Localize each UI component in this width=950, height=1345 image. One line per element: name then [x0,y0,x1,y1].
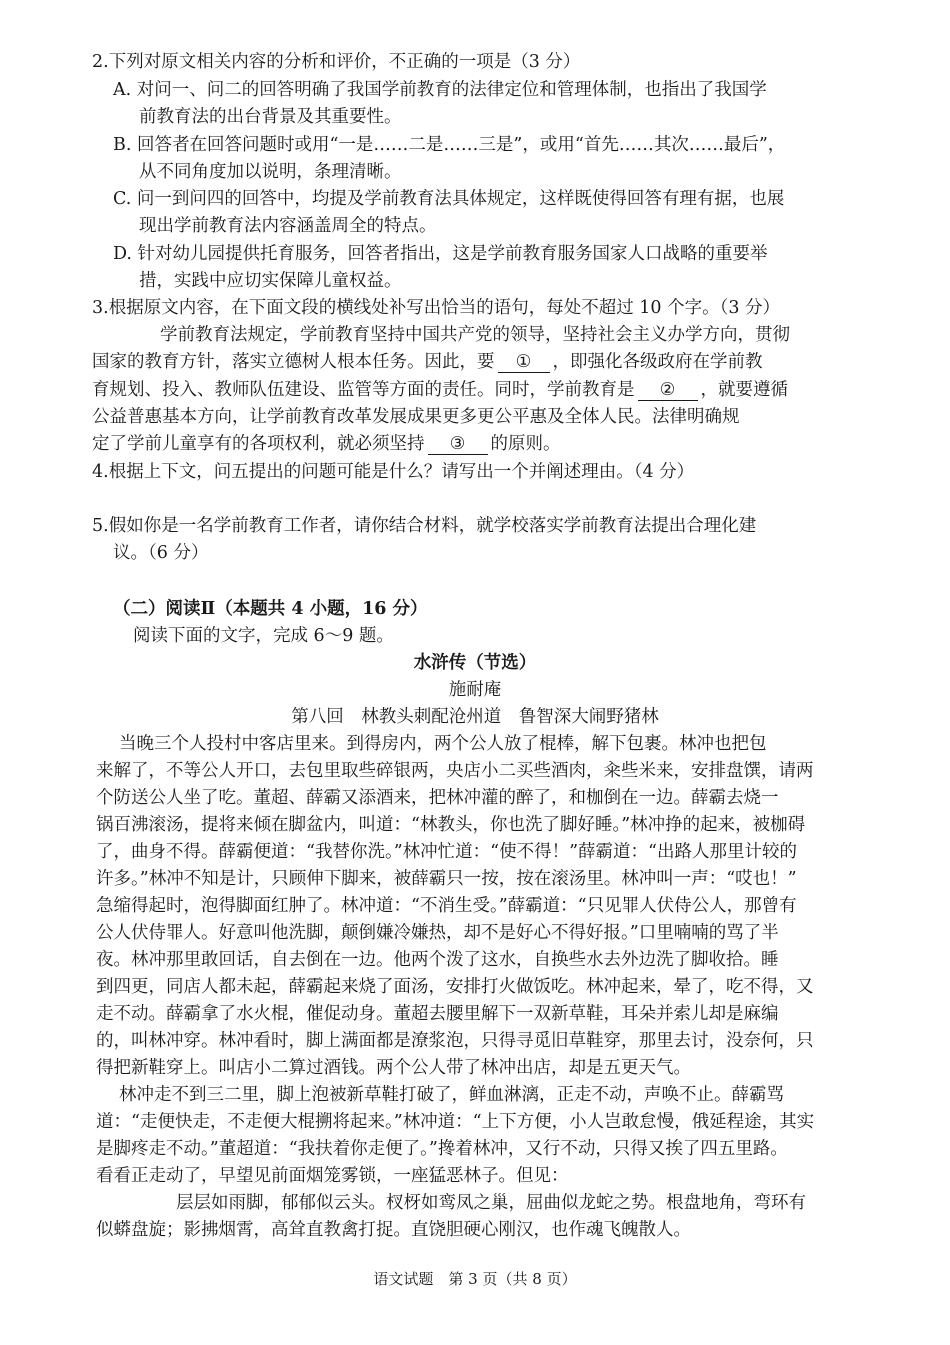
passage-line: 当晚三个人投村中客店里来。到得房内，两个公人放了棍棒，解下包裹。林冲也把包 [119,734,767,754]
q3-passage-line-4: 公益普惠基本方向，让学前教育改革发展成果更多更公平惠及全体人民。法律明确规 [92,407,740,427]
q2-option-b-cont: 从不同角度加以说明，条理清晰。 [139,162,402,182]
passage-line: 道：“走便快走，不走便大棍搠将起来。”林冲道：“上下方便，小人岂敢怠慢，俄延程途，其实 [96,1112,815,1132]
passage-line: 得把新鞋穿上。叫店小二算过酒钱。两个公人带了林冲出店，却是五更天气。 [96,1058,691,1078]
q3-line-3-after: ，就要遵循 [700,380,788,400]
passage-line: 个防送公人坐了吃。董超、薛霸又添酒来，把林冲灌的醉了，和枷倒在一边。薛霸去烧一 [96,788,779,808]
q3-line-3-before: 育规划、投入、教师队伍建设、监管等方面的责任。同时，学前教育是 [92,380,635,400]
passage-line: 来解了，不等公人开口，去包里取些碎银两，央店小二买些酒肉，籴些米来，安排盘馔，请两 [96,761,814,781]
q2-option-a-cont: 前教育法的出台背景及其重要性。 [139,107,402,127]
passage-line: 看看正走动了，早望见前面烟笼雾锁，一座猛恶林子。但见： [96,1166,569,1186]
q3-stem: 3.根据原文内容，在下面文段的横线处补写出恰当的语句，每处不超过 10 个字。（3 分） [92,298,781,318]
q2-option-c: C. 问一到问四的回答中，均提及学前教育法具体规定，这样既使得回答有理有据，也展 [113,189,785,209]
passage-line: 是脚疼走不动。”董超道：“我扶着你走便了。”搀着林冲，又行不动，只得又挨了四五里路。 [96,1139,788,1159]
passage-line: 的，叫林冲穿。林冲看时，脚上满面都是潦浆泡，只得寻觅旧草鞋穿，那里去讨，没奈何，只 [96,1031,814,1051]
q2-option-d: D. 针对幼儿园提供托育服务，回答者指出，这是学前教育服务国家人口战略的重要举 [113,244,768,264]
passage-line: 夜。林冲那里敢回话，自去倒在一边。他两个泼了这水，自换些水去外边洗了脚收拾。睡 [96,950,779,970]
q2-option-a: A. 对问一、问二的回答明确了我国学前教育的法律定位和管理体制，也指出了我国学 [113,80,767,100]
section-instruction: 阅读下面的文字，完成 6～9 题。 [133,626,394,646]
blank-1: ① [498,352,550,373]
passage-line: 层层如雨脚，郁郁似云头。杈枒如鸾凤之巢，屈曲似龙蛇之势。根盘地角，弯环有 [176,1193,806,1213]
passage-line: 林冲走不到三二里，脚上泡被新草鞋打破了，鲜血淋漓，正走不动，声唤不止。薛霸骂 [119,1085,784,1105]
q2-option-d-cont: 措，实践中应切实保障儿童权益。 [139,271,402,291]
q3-passage-line-5 [92,432,561,456]
passage-line: 许多。”林冲不知是计，只顾伸下脚来，被薛霸只一按，按在滚汤里。林冲叫一声：“哎也！” [96,869,797,889]
passage-line: 了，曲身不得。薛霸便道：“我替你洗。”林冲忙道：“使不得！”薛霸道：“出路人那里计较的 [96,842,797,862]
blank-2: ② [638,380,698,401]
passage-line: 走不动。薛霸拿了水火棍，催促动身。董超去腰里解下一双新草鞋，耳朵并索儿却是麻编 [96,1004,779,1024]
q3-line-2-after: ，即强化各级政府在学前教 [552,352,763,372]
passage-line: 急缩得起时，泡得脚面红肿了。林冲道：“不消生受。”薛霸道：“只见罪人伏侍公人，那曾有 [96,896,797,916]
q3-line-5-after: 的原则。 [490,434,561,454]
section-heading: （二）阅读Ⅱ（本题共 4 小题，16 分） [113,599,428,619]
q2-stem: 2.下列对原文相关内容的分析和评价，不正确的一项是（3 分） [92,52,581,72]
chapter-title: 第八回 林教头刺配沧州道 鲁智深大闹野猪林 [291,707,659,727]
passage-line: 到四更，同店人都未起，薛霸起来烧了面汤，安排打火做饭吃。林冲起来，晕了，吃不得，又 [96,977,814,997]
q3-line-5-before: 定了学前儿童享有的各项权利，就必须坚持 [92,434,425,454]
q5-stem: 5.假如你是一名学前教育工作者，请你结合材料，就学校落实学前教育法提出合理化建 [92,516,757,536]
passage-line: 锅百沸滚汤，提将来倾在脚盆内，叫道：“林教头，你也洗了脚好睡。”林冲挣的起来，被枷碍 [96,815,806,835]
page-footer: 语文试题 第 3 页（共 8 页） [373,1270,577,1288]
q2-option-c-cont: 现出学前教育法内容涵盖周全的特点。 [139,216,437,236]
passage-title: 水浒传（节选） [413,653,537,673]
passage-author: 施耐庵 [448,680,502,700]
q5-stem-cont: 议。（6 分） [113,543,209,563]
passage-line: 公人伏侍罪人。好意叫他洗脚，颠倒嫌冷嫌热，却不是好心不得好报。”口里喃喃的骂了半 [96,923,779,943]
q3-passage-line-1: 学前教育法规定，学前教育坚持中国共产党的领导，坚持社会主义办学方向，贯彻 [160,325,790,345]
q3-passage-line-2 [92,350,763,374]
q2-option-b: B. 回答者在回答问题时或用“一是……二是……三是”，或用“首先……其次……最后”， [113,135,786,155]
passage-line: 似蟒盘旋；影拂烟霄，高耸直教禽打捉。直饶胆硬心刚汉，也作魂飞魄散人。 [96,1220,691,1240]
blank-3: ③ [428,434,488,455]
q3-line-2-before: 国家的教育方针，落实立德树人根本任务。因此，要 [92,352,495,372]
q3-passage-line-3 [92,378,788,402]
q4-stem: 4.根据上下文，问五提出的问题可能是什么？请写出一个并阐述理由。（4 分） [92,462,695,482]
